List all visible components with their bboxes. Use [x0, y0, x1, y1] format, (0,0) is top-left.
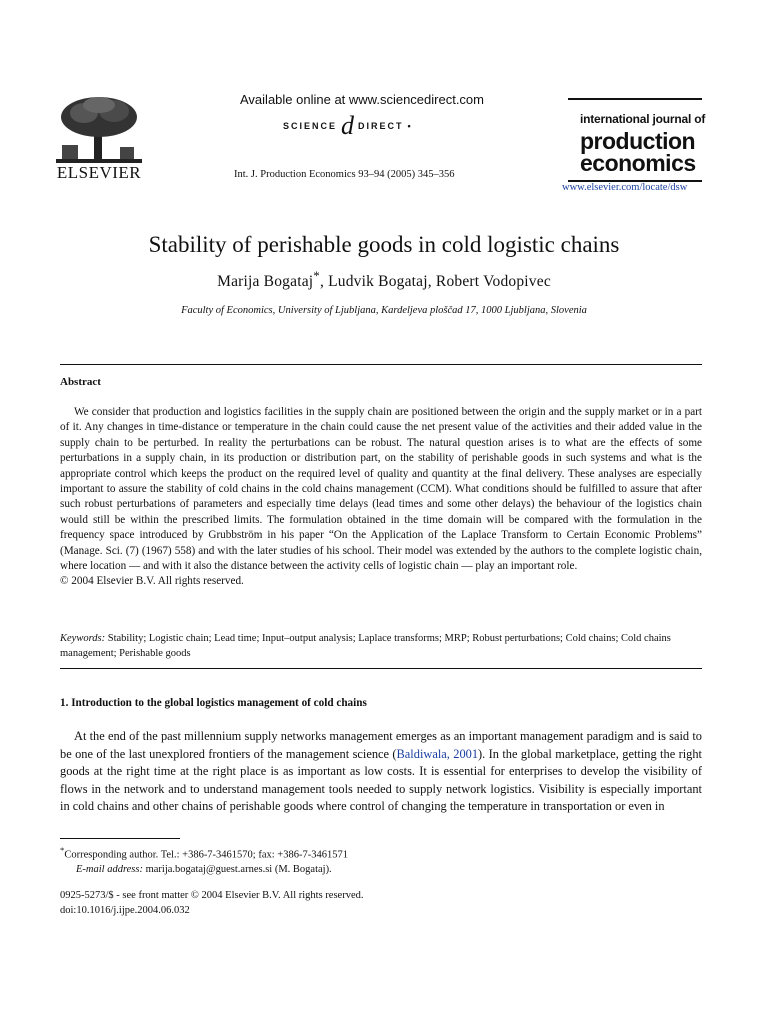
doi-line[interactable]: doi:10.1016/j.ijpe.2004.06.032 — [60, 904, 190, 916]
top-divider — [60, 364, 702, 365]
article-authors — [0, 268, 768, 291]
abstract-text: We consider that production and logistics facilities in the supply chain are positioned between the origin and the supply market or in a part of it. Any changes in time-distance or temperature in the chain could cause the net present value of the activities and their added value in the supply chain to be perturbed. In reality the perturbations can be robust. The natural question arises is to what are the effects of some perturbations in a supply chain, in its production or distribution part, on the stability of perishable goods in such systems and what is the appropriate control which keeps the product on the required level of quality and quantity at the final delivery. These analyses are especially important to assure the stability of cold chains in the cold chains management (CCM). What conditions should be fulfilled to assure that after such robust perturbations of parameters and especially time delays (lead times and some other delays) the behaviour of the logistics chain would still be within the prescribed limits. The formulation obtained in the time domain will be compared with the formulation in the frequency space introduced by Grubbström in his paper “On the Application of the Laplace Transform to Certain Economic Problems” (Manage. Sci. (7) (1967) 558) and with the later studies of his school. Their model was extended by the authors to the complete logistic chain, where location — and with it also the distance between the activity cells of logistic chain — play an important role. — [60, 406, 702, 573]
footnote-asterisk: * — [60, 845, 65, 855]
sd-dot-icon: • — [407, 121, 413, 131]
citation-link[interactable]: Baldiwala, 2001 — [396, 746, 479, 761]
corresponding-asterisk[interactable]: * — [313, 268, 320, 283]
keywords-text: Stability; Logistic chain; Lead time; Input–output analysis; Laplace transforms; MRP; Robust perturbations; Cold chains; Cold chains management; Perishable goods — [60, 633, 671, 659]
journal-citation: Int. J. Production Economics 93–94 (2005) 345–356 — [234, 169, 455, 180]
journal-url-link[interactable]: www.elsevier.com/locate/dsw — [562, 182, 688, 193]
article-title: Stability of perishable goods in cold logistic chains — [148, 232, 620, 257]
sd-at-icon: d — [341, 111, 355, 140]
authors-rest[interactable]: , Ludvik Bogataj, Robert Vodopivec — [319, 273, 551, 291]
abstract-divider — [60, 668, 702, 669]
elsevier-tree-icon — [56, 95, 142, 163]
email-label: E-mail address: — [76, 864, 143, 875]
elsevier-logo — [56, 95, 142, 183]
author-first[interactable]: Marija Bogataj — [217, 273, 314, 291]
sciencedirect-logo — [283, 111, 413, 140]
bottom-info — [60, 889, 363, 918]
elsevier-wordmark: ELSEVIER — [56, 163, 142, 182]
journal-name-line3: economics — [580, 150, 696, 176]
intro-text-before: At the end of the past millennium supply networks management emerges as an important management paradigm and is said to be one of the last unexplored frontiers of the management science ( — [60, 729, 702, 761]
journal-name-line1: international journal of — [580, 112, 706, 126]
author-affiliation: Faculty of Economics, University of Ljubljana, Kardeljeva ploščad 17, 1000 Ljubljana, Slovenia — [181, 305, 587, 316]
available-online-text: Available online at www.sciencedirect.com — [240, 92, 484, 107]
sd-science: SCIENCE — [283, 121, 338, 131]
journal-name-line2: production — [580, 128, 696, 154]
journal-name-block — [580, 112, 705, 174]
footnote-divider — [60, 838, 180, 839]
issn-line: 0925-5273/$ - see front matter © 2004 Elsevier B.V. All rights reserved. — [60, 890, 364, 901]
footnote-contact: Corresponding author. Tel.: +386-7-3461570; fax: +386-7-3461571 — [64, 849, 348, 861]
footnote — [60, 843, 348, 878]
section-heading: 1. Introduction to the global logistics management of cold chains — [60, 697, 367, 709]
keywords-label: Keywords: — [60, 633, 106, 644]
sd-direct: DIRECT — [358, 121, 404, 131]
email-address[interactable]: marija.bogataj@guest.arnes.si (M. Bogataj). — [142, 864, 332, 875]
abstract-body — [60, 405, 702, 590]
abstract-copyright: © 2004 Elsevier B.V. All rights reserved. — [60, 575, 244, 588]
keywords — [60, 631, 702, 661]
abstract-heading: Abstract — [60, 376, 101, 388]
intro-text-after: ). In the global marketplace, getting the right goods at the right time at the right place is as important as low costs. It is essential for enterprises to develop the visibility of flows in the network and to understand management tools needed to supply network logistics. Visibility is especially important in cold chains and other chains of perishable goods where control of changing the temperature in transportation or even in — [60, 746, 702, 813]
intro-paragraph — [60, 728, 702, 816]
